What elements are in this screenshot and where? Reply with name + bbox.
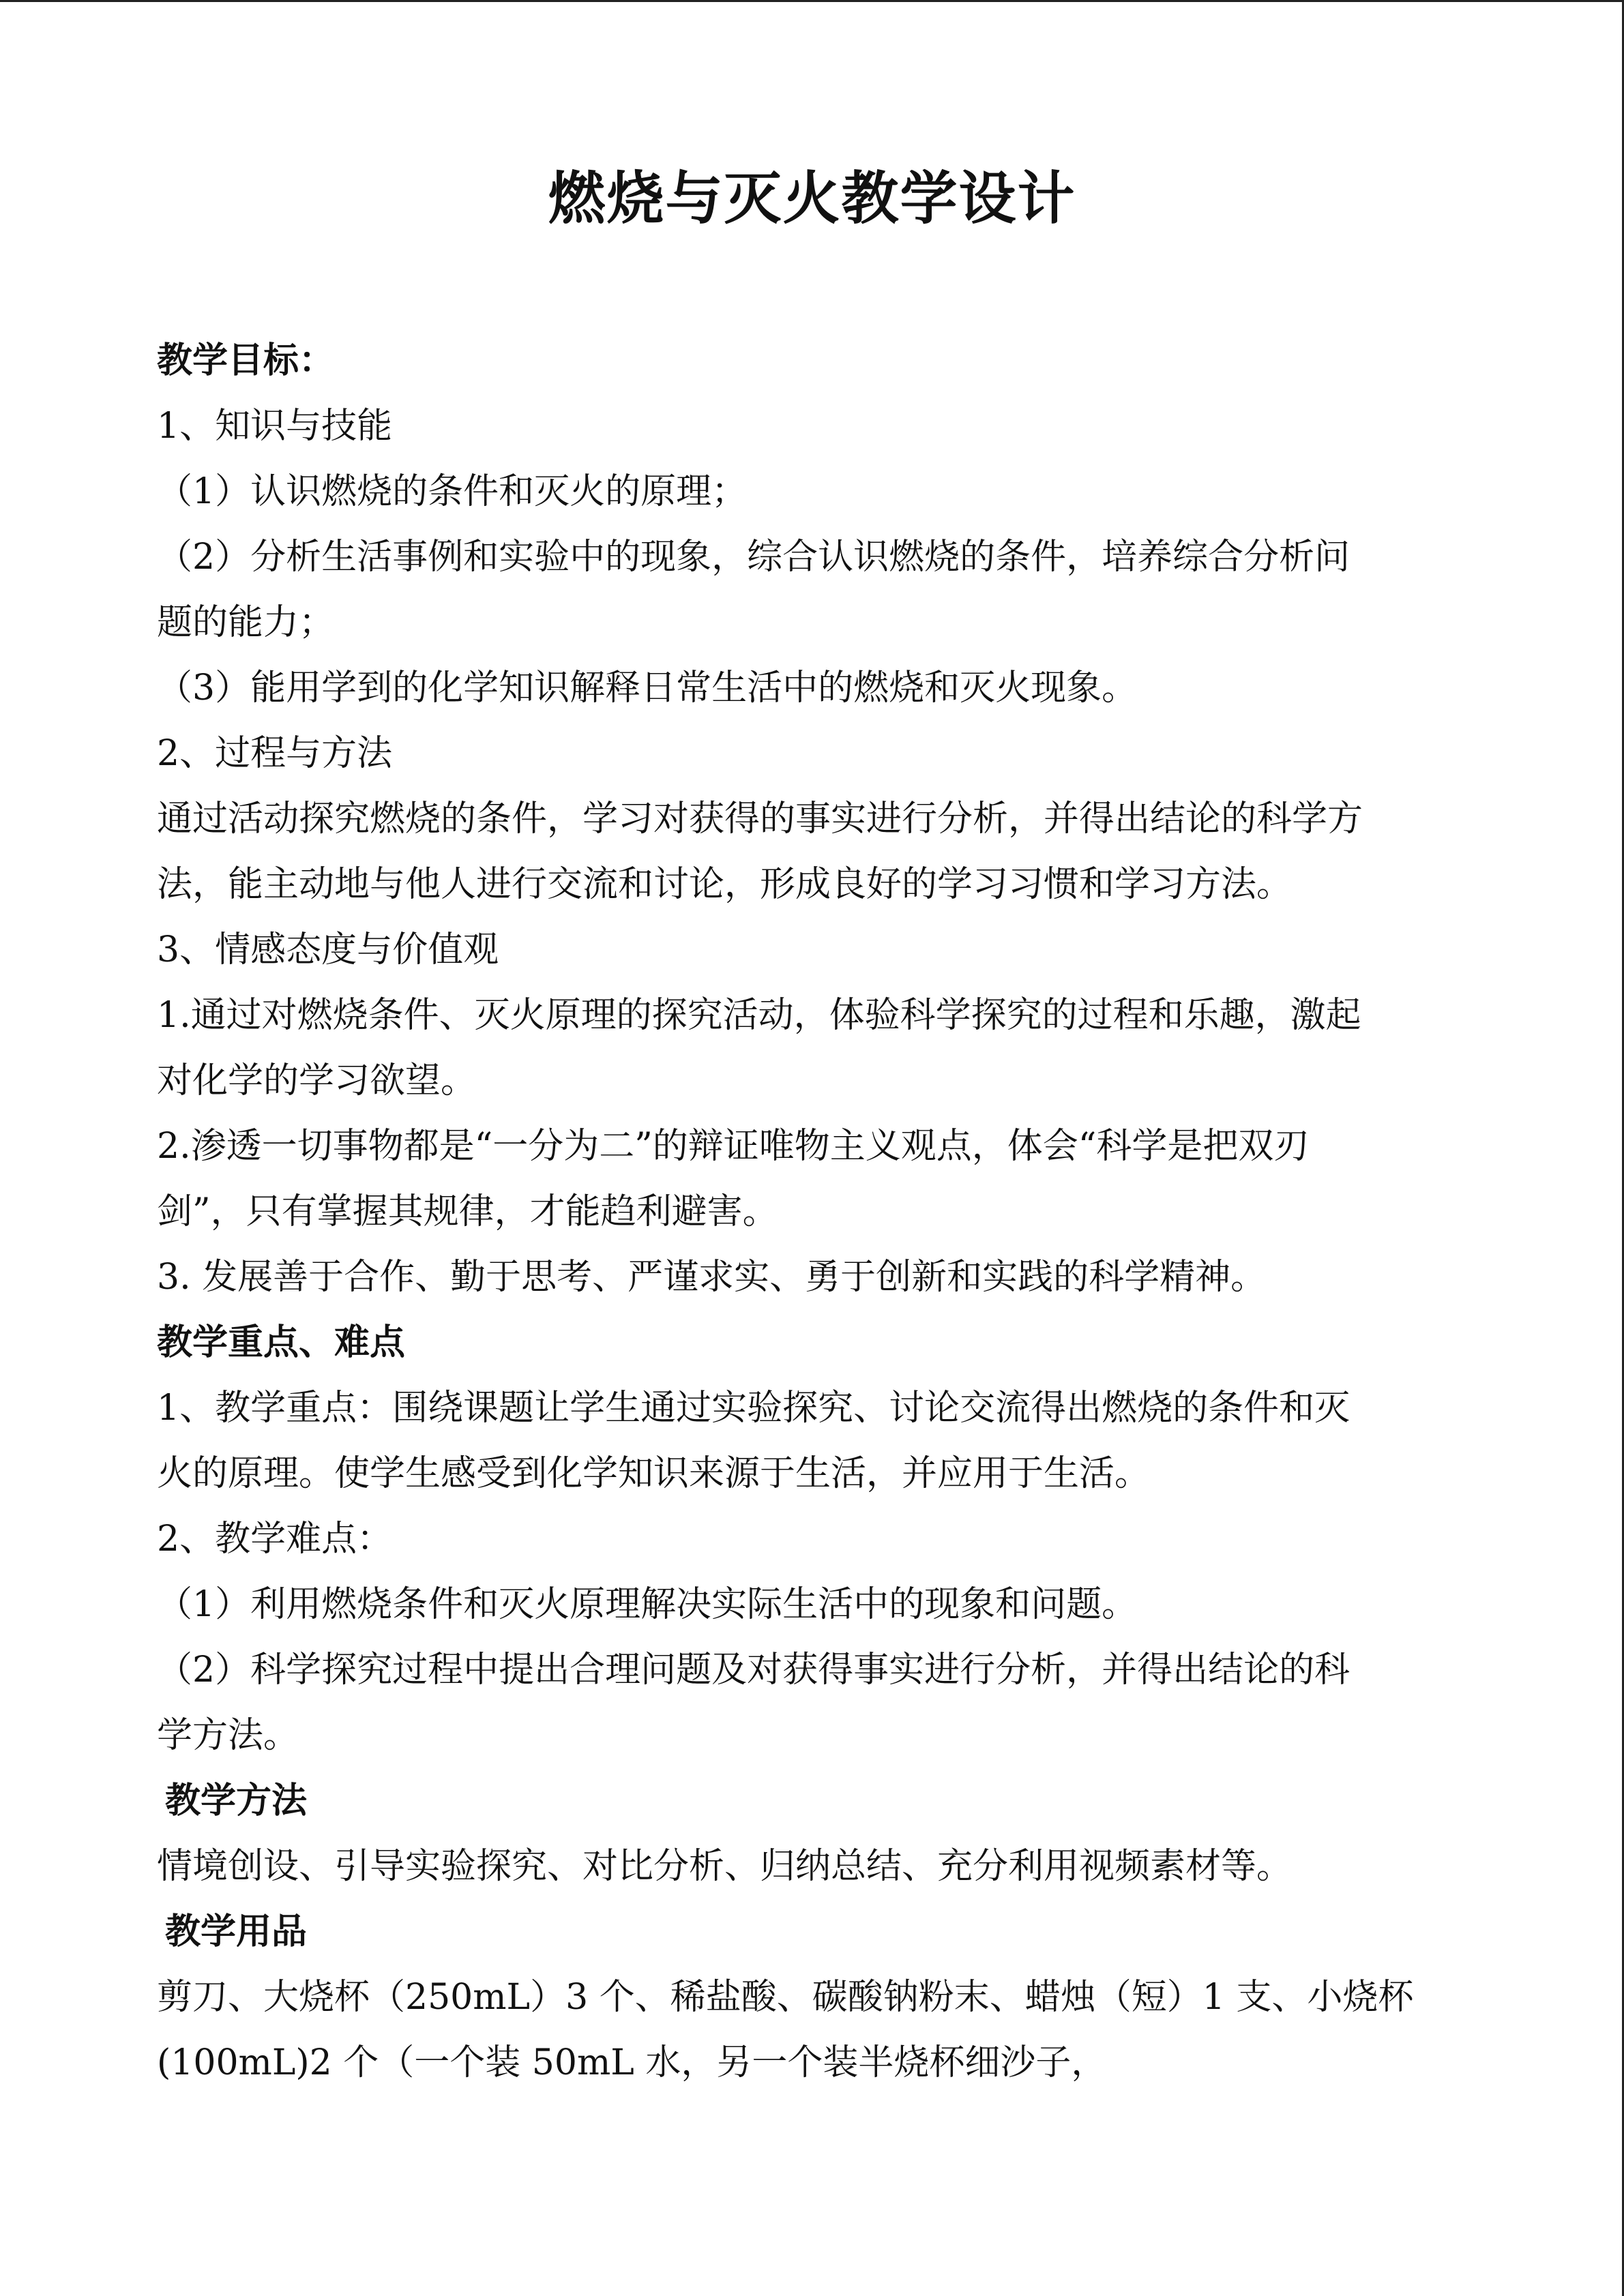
paragraph-line: 2、教学难点： — [157, 1519, 393, 1560]
section-heading-objectives: 教学目标： — [157, 340, 335, 381]
paragraph-line: （1）利用燃烧条件和灭火原理解决实际生活中的现象和问题。 — [157, 1584, 1138, 1625]
paragraph-line: 3. 发展善于合作、勤于思考、严谨求实、勇于创新和实践的科学精神。 — [157, 1257, 1267, 1298]
paragraph-line: （2）科学探究过程中提出合理问题及对获得事实进行分析，并得出结论的科 — [157, 1650, 1350, 1690]
paragraph-line: 题的能力； — [157, 602, 335, 643]
paragraph-line: 学方法。 — [157, 1715, 299, 1756]
paragraph-line: 法，能主动地与他人进行交流和讨论，形成良好的学习习惯和学习方法。 — [157, 864, 1293, 905]
subsection-heading-attitude: 3、情感态度与价值观 — [157, 929, 499, 970]
paragraph-line: 1.通过对燃烧条件、灭火原理的探究活动，体验科学探究的过程和乐趣，激起 — [157, 995, 1361, 1036]
section-heading-key-points: 教学重点、难点 — [157, 1322, 406, 1363]
paragraph-line: （2）分析生活事例和实验中的现象，综合认识燃烧的条件，培养综合分析问 — [157, 537, 1350, 578]
document-title: 燃烧与灭火教学设计 — [548, 164, 1076, 232]
document-body — [157, 328, 1473, 2096]
subsection-heading-knowledge: 1、知识与技能 — [157, 406, 393, 447]
paragraph-line: (100mL)2 个（一个装 50mL 水，另一个装半烧杯细沙子， — [157, 2042, 1107, 2083]
paragraph-line: 火的原理。使学生感受到化学知识来源于生活，并应用于生活。 — [157, 1453, 1151, 1494]
paragraph-line: 剪刀、大烧杯（250mL）3 个、稀盐酸、碳酸钠粉末、蜡烛（短）1 支、小烧杯 — [157, 1977, 1414, 2018]
paragraph-line: （3）能用学到的化学知识解释日常生活中的燃烧和灭火现象。 — [157, 668, 1138, 709]
subsection-heading-process: 2、过程与方法 — [157, 733, 393, 774]
paragraph-line: 情境创设、引导实验探究、对比分析、归纳总结、充分利用视频素材等。 — [157, 1846, 1293, 1887]
paragraph-line: （1）认识燃烧的条件和灭火的原理； — [157, 471, 748, 512]
paragraph-line: 剑”，只有掌握其规律，才能趋利避害。 — [157, 1191, 778, 1232]
paragraph-line: 1、教学重点：围绕课题让学生通过实验探究、讨论交流得出燃烧的条件和灭 — [157, 1388, 1350, 1429]
paragraph-line: 通过活动探究燃烧的条件，学习对获得的事实进行分析，并得出结论的科学方 — [157, 799, 1363, 839]
section-heading-methods: 教学方法 — [165, 1780, 308, 1821]
section-heading-materials: 教学用品 — [165, 1911, 308, 1952]
paragraph-line: 2.渗透一切事物都是“一分为二”的辩证唯物主义观点，体会“科学是把双刃 — [157, 1126, 1310, 1167]
paragraph-line: 对化学的学习欲望。 — [157, 1060, 477, 1101]
